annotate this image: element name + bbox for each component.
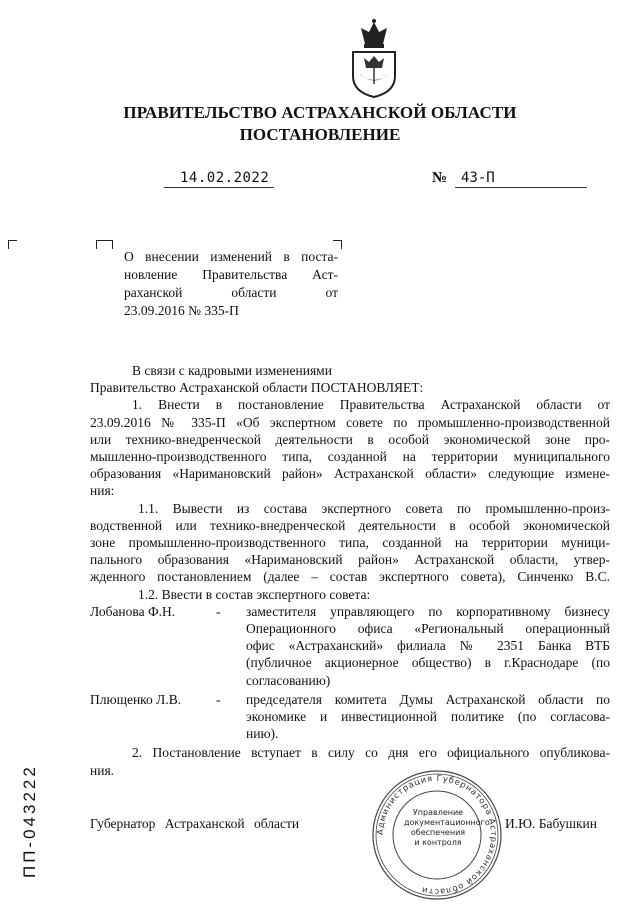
stamp-line: и контроля [414,838,462,847]
corner-mark [104,240,113,249]
document-date: 14.02.2022 [180,170,270,186]
p12-line: 1.2. Ввести в состав экспертного совета: [138,586,371,602]
member-name: Лобанова Ф.Н. [90,603,176,619]
signatory-name: И.Ю. Бабушкин [505,816,598,831]
member-row [90,691,610,743]
member-desc-line: офис «Астраханский» филиала № 2351 Банка ВТБ [246,638,610,654]
p1-line: 23.09.2016 № 335-П «Об экспертном совете по промышленно-производственной [90,414,610,430]
member-dash: - [216,603,221,619]
subject-line: О внесении изменений в поста- [124,249,338,264]
side-serial-code: ПП-043222 [20,764,39,878]
stamp-center-text [404,808,490,848]
p11-line: пального образования «Наримановский район» Астраханской области, утвер- [90,552,610,568]
intro-line: В связи с кадровыми изменениями [132,363,332,378]
subject-line: раханской области от [124,285,338,300]
member-desc-line: экономике и инвестиционной политике (по согласова- [246,709,610,725]
member-desc-line: председателя комитета Думы Астраханской области по [246,691,610,707]
stamp-ring-text: Администрация Губернатора Астраханской области [374,772,500,898]
member-row [90,603,610,689]
p1-line: или технико-внедренческой деятельности в особой экономической зоне про- [90,431,610,447]
member-desc-line: заместителя управляющего по корпоративному бизнесу [246,603,610,619]
stamp-line: обеспечения [410,828,466,837]
subject-line: 23.09.2016 № 335-П [124,303,239,318]
member-dash: - [216,691,221,707]
document-number: 43-П [461,170,495,186]
member-desc-line: нию). [246,726,279,742]
coat-of-arms-icon [347,18,401,98]
member-description [246,691,610,743]
p11-line: зоне промышленно-производственного типа, созданной на территории муници- [90,535,610,551]
number-sign: № [432,170,448,186]
signatory-title: Губернатор Астраханской области [90,816,300,831]
date-underline [164,187,274,188]
p1-line: мышленно-производственного типа, созданной на территории муниципального [90,449,610,465]
member-desc-line: (публичное акционерное общество) в г.Краснодаре (по [246,655,610,671]
number-underline [455,187,587,188]
member-description [246,603,610,689]
stamp-line: документационного [404,818,490,827]
member-name: Плющенко Л.В. [90,691,182,707]
subject-line: новление Правительства Аст- [124,267,338,282]
p2-line: 2. Постановление вступает в силу со дня его официального опубликова- [132,745,610,761]
p1-line: ния: [90,483,115,499]
p11-line: 1.1. Вывести из состава экспертного совета по промышленно-произ- [138,500,610,516]
p2-line: ния. [90,762,115,778]
government-title: ПРАВИТЕЛЬСТВО АСТРАХАНСКОЙ ОБЛАСТИ [123,103,517,122]
subject-block [124,248,338,320]
member-desc-line: Операционного офиса «Региональный операционный [246,621,610,637]
stamp-line: Управление [412,808,464,817]
p1-line: 1. Внести в постановление Правительства Астраханской области от [132,397,610,413]
p1-line: образования «Наримановский район» Астраханской области» следующие измене- [90,466,610,482]
document-type: ПОСТАНОВЛЕНИЕ [239,125,401,144]
document-body [90,362,610,779]
intro-line: Правительство Астраханской области ПОСТАНОВЛЯЕТ: [90,380,424,396]
corner-mark [8,240,17,249]
p11-line: жденного постановлением (далее – состав экспертного совета), Синченко В.С. [90,569,610,585]
member-desc-line: согласованию) [246,672,331,688]
p11-line: водственной или технико-внедренческой деятельности в особой экономической [90,517,610,533]
